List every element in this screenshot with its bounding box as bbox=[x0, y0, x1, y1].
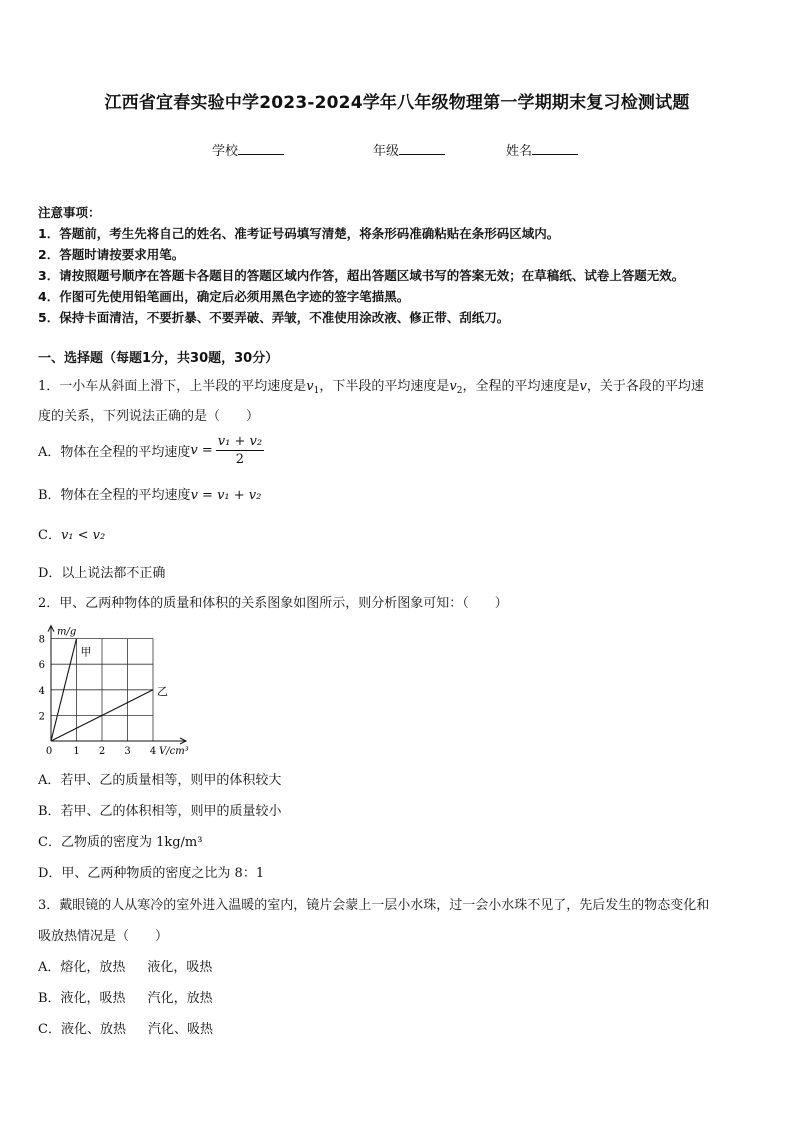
y-tick-label: 6 bbox=[38, 660, 45, 672]
series-label-yi: 乙 bbox=[157, 684, 168, 698]
question-2-option-d: D．甲、乙两种物质的密度之比为 8：1 bbox=[38, 866, 265, 881]
question-1-option-b: B．物体在全程的平均速度v = v₁ + v₂ bbox=[38, 488, 262, 503]
fraction: $\frac{\text{v₁ + v₂}}{2}$ bbox=[217, 434, 263, 467]
school-field bbox=[212, 140, 284, 159]
x-tick-label: 4 bbox=[149, 746, 157, 757]
y-axis-label: m/g bbox=[57, 626, 77, 638]
note-item: 3．请按照题号顺序在答题卡各题目的答题区域内作答，超出答题区域书写的答案无效；在草稿纸、试卷上答题无效。 bbox=[38, 268, 685, 283]
series-label-jia: 甲 bbox=[80, 645, 92, 659]
question-1-stem-cont: 度的关系，下列说法正确的是（ ） bbox=[38, 409, 260, 424]
x-axis-label: V/cm³ bbox=[159, 746, 189, 757]
x-tick-label: 2 bbox=[98, 746, 106, 757]
grade-field bbox=[373, 140, 445, 159]
question-3-option-a: A．熔化，放热 液化，吸热 bbox=[38, 960, 213, 975]
note-item: 4．作图可先使用铅笔画出，确定后必须用黑色字迹的签字笔描黑。 bbox=[38, 289, 410, 304]
question-1-option-a: A．物体在全程的平均速度v = $\frac{\text{v₁ + v₂}}{2}$ bbox=[38, 434, 263, 467]
note-item: 2．答题时请按要求用笔。 bbox=[38, 247, 185, 262]
graph-grid bbox=[51, 639, 153, 741]
name-blank bbox=[532, 140, 578, 155]
y-tick-label: 8 bbox=[38, 634, 45, 646]
page-title: 江西省宜春实验中学2023-2024学年八年级物理第一学期期末复习检测试题 bbox=[104, 93, 690, 113]
question-2-option-b: B．若甲、乙的体积相等，则甲的质量较小 bbox=[38, 804, 282, 819]
school-blank bbox=[238, 140, 284, 155]
note-item: 5．保持卡面清洁，不要折暴、不要弄破、弄皱，不准使用涂改液、修正带、刮纸刀。 bbox=[38, 310, 510, 325]
x-tick-label: 0 bbox=[45, 746, 53, 757]
name-field bbox=[506, 140, 578, 159]
question-1-stem: 1．一小车从斜面上滑下，上半段的平均速度是$v_1$，下半段的平均速度是$v_2$，全程的平均速度是v，关于各段的平均速 bbox=[38, 379, 704, 396]
grade-label: 年级 bbox=[373, 144, 400, 159]
y-tick-label: 4 bbox=[38, 685, 45, 697]
question-3-stem-cont: 吸放热情况是（ ） bbox=[38, 929, 169, 944]
x-tick-label: 3 bbox=[124, 746, 131, 757]
y-tick-label: 2 bbox=[38, 711, 45, 723]
x-tick-label: 1 bbox=[73, 746, 80, 757]
question-3-option-b: B．液化，吸热 汽化，放热 bbox=[38, 991, 213, 1006]
grade-blank bbox=[399, 140, 445, 155]
question-2-option-c: C．乙物质的密度为 1kg/m³ bbox=[38, 835, 203, 850]
school-label: 学校 bbox=[212, 144, 239, 159]
question-2-stem: 2．甲、乙两种物体的质量和体积的关系图象如图所示，则分析图象可知：（ ） bbox=[38, 596, 508, 611]
note-item: 1．答题前，考生先将自己的姓名、准考证号码填写清楚，将条形码准确粘贴在条形码区域内。 bbox=[38, 226, 560, 241]
mass-volume-graph bbox=[30, 620, 205, 760]
section-heading: 一、选择题（每题1分，共30题，30分） bbox=[38, 351, 279, 366]
question-1-option-d: D．以上说法都不正确 bbox=[38, 566, 166, 581]
question-2-option-a: A．若甲、乙的质量相等，则甲的体积较大 bbox=[38, 773, 282, 788]
notes-heading: 注意事项： bbox=[38, 205, 101, 220]
question-1-option-c: C．v₁ < v₂ bbox=[38, 528, 106, 543]
question-3-option-c: C．液化、放热 汽化、吸热 bbox=[38, 1022, 213, 1037]
question-3-stem: 3．戴眼镜的人从寒冷的室外进入温暖的室内，镜片会蒙上一层小水珠，过一会小水珠不见了，先后发生的物态变化和 bbox=[38, 898, 710, 913]
name-label: 姓名 bbox=[506, 144, 533, 159]
